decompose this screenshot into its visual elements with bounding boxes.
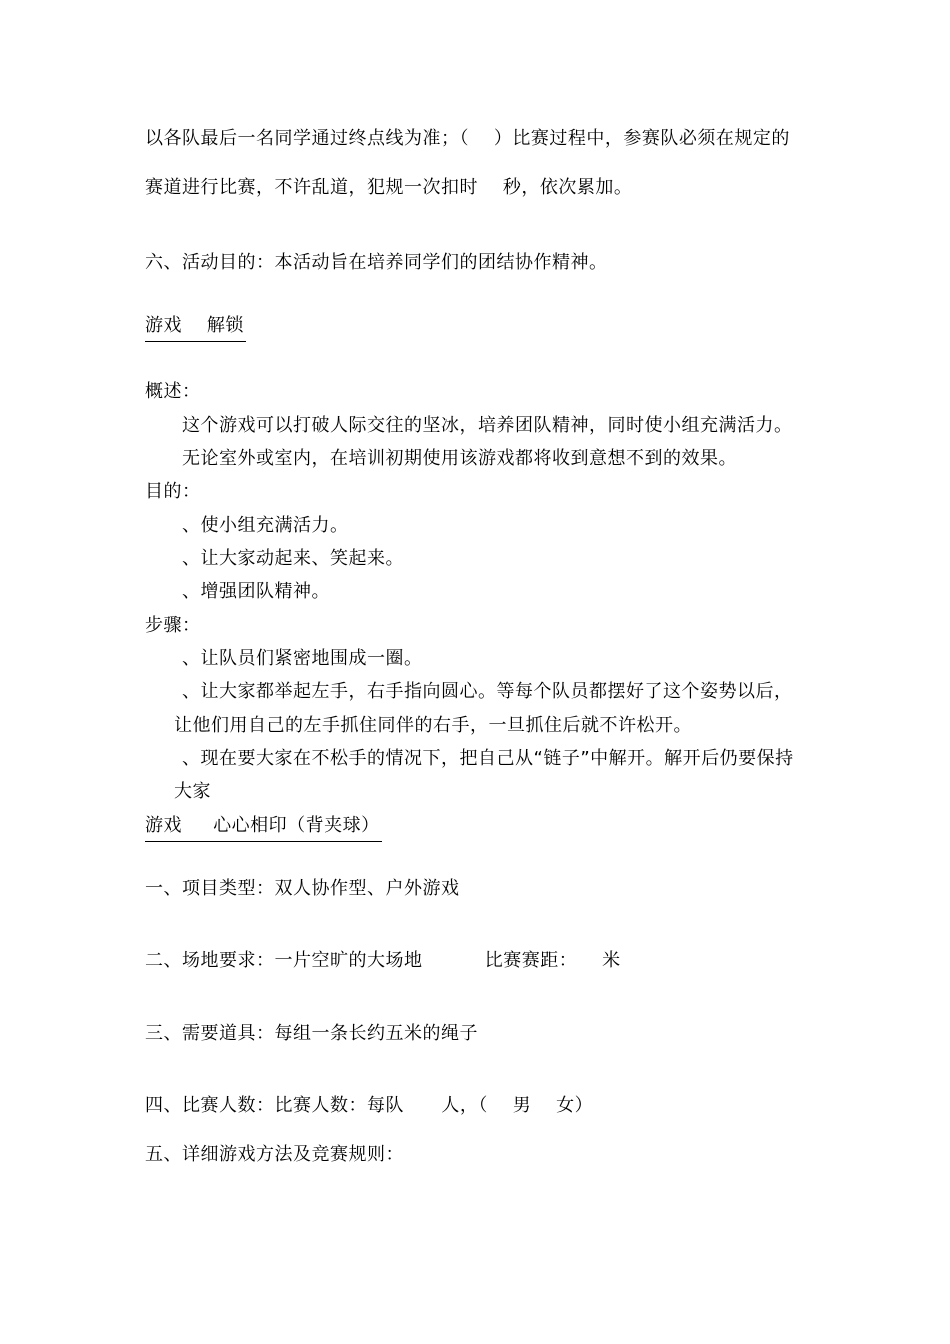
step-2-line-1: 、让大家都举起左手，右手指向圆心。等每个队员都摆好了这个姿势以后，: [182, 681, 793, 702]
step-3-line-2: 大家: [174, 781, 211, 802]
item-props: 三、需要道具：每组一条长约五米的绳子: [145, 1023, 478, 1044]
rules-line-2: 赛道进行比赛，不许乱道，犯规一次扣时 秒，依次累加。: [145, 177, 633, 198]
purpose-item: 、使小组充满活力。: [182, 515, 349, 536]
overview-label: 概述：: [145, 381, 201, 402]
purpose-item: 、让大家动起来、笑起来。: [182, 548, 404, 569]
steps-label: 步骤：: [145, 615, 201, 636]
item-rules-heading: 五、详细游戏方法及竞赛规则：: [145, 1144, 404, 1165]
item-venue: 二、场地要求：一片空旷的大场地 比赛赛距： 米: [145, 950, 621, 971]
purpose-label: 目的：: [145, 481, 201, 502]
rules-line-1: 以各队最后一名同学通过终点线为准；（ ）比赛过程中，参赛队必须在规定的: [145, 128, 790, 149]
step-2-line-2: 让他们用自己的左手抓住同伴的右手，一旦抓住后就不许松开。: [174, 715, 692, 736]
section-6-purpose: 六、活动目的：本活动旨在培养同学们的团结协作精神。: [145, 252, 608, 273]
step-1: 、让队员们紧密地围成一圈。: [182, 648, 423, 669]
game-unlock-title: 游戏 解锁: [145, 314, 246, 342]
purpose-item: 、增强团队精神。: [182, 581, 330, 602]
item-project-type: 一、项目类型：双人协作型、户外游戏: [145, 878, 460, 899]
step-3-line-1: 、现在要大家在不松手的情况下，把自己从“链子”中解开。解开后仍要保持: [182, 748, 794, 769]
overview-line-2: 无论室外或室内，在培训初期使用该游戏都将收到意想不到的效果。: [182, 448, 737, 469]
overview-line-1: 这个游戏可以打破人际交往的坚冰，培养团队精神，同时使小组充满活力。: [182, 415, 793, 436]
item-participants: 四、比赛人数：比赛人数：每队 人，（ 男 女）: [145, 1095, 594, 1116]
game-heart-title: 游戏 心心相印（背夹球）: [145, 814, 382, 842]
